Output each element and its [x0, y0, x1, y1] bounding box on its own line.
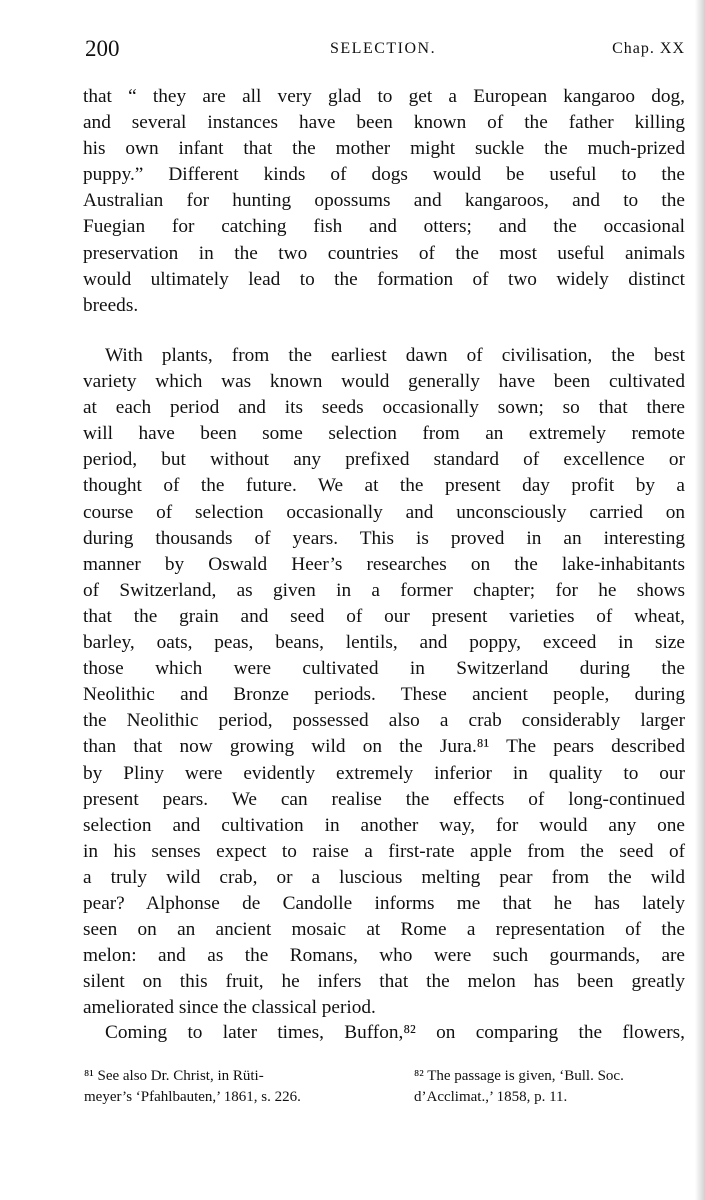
text-line: those which were cultivated in Switzerland during the: [83, 658, 685, 680]
text-line: a truly wild crab, or a luscious melting pear from the wild: [83, 866, 685, 888]
text-line: manner by Oswald Heer’s researches on the lake-inhabitants: [83, 553, 685, 575]
text-line: With plants, from the earliest dawn of civilisation, the best: [105, 345, 685, 366]
footnote-line: ⁸¹ See also Dr. Christ, in Rüti-: [84, 1068, 264, 1084]
text-line: preservation in the two countries of the most useful animals: [83, 242, 685, 264]
text-line: pear? Alphonse de Candolle informs me that he has lately: [83, 892, 685, 914]
text-line: will have been some selection from an extremely remote: [83, 423, 685, 445]
text-line: selection and cultivation in another way, for would any one: [83, 814, 685, 836]
page-number: 200: [85, 36, 120, 61]
text-line: his own infant that the mother might suckle the much-prized: [83, 138, 685, 160]
text-line: present pears. We can realise the effects of long-continued: [83, 788, 685, 810]
running-title: SELECTION.: [330, 40, 437, 57]
text-line: silent on this fruit, he infers that the melon has been greatly: [83, 971, 685, 993]
text-line: variety which was known would generally have been cultivated: [83, 371, 685, 393]
footnote-line: meyer’s ‘Pfahlbauten,’ 1861, s. 226.: [84, 1089, 301, 1105]
footnote-line: ⁸² The passage is given, ‘Bull. Soc.: [414, 1068, 624, 1084]
text-line: Coming to later times, Buffon,⁸² on comparing the flowers,: [105, 1022, 685, 1043]
page-edge-shadow: [695, 0, 705, 1200]
text-line: the Neolithic period, possessed also a crab considerably larger: [83, 710, 685, 732]
text-line: that “ they are all very glad to get a European kangaroo dog,: [83, 86, 685, 107]
text-line: melon: and as the Romans, who were such gourmands, are: [83, 945, 685, 967]
text-line: by Pliny were evidently extremely inferior in quality to our: [83, 762, 685, 784]
text-line: puppy.” Different kinds of dogs would be useful to the: [83, 164, 685, 186]
text-line: breeds.: [83, 294, 139, 316]
footnotes: [84, 1066, 686, 1116]
text-line: barley, oats, peas, beans, lentils, and poppy, exceed in size: [83, 632, 685, 654]
text-line: that the grain and seed of our present varieties of wheat,: [83, 605, 685, 627]
paragraph-later-times: [83, 1020, 685, 1046]
paragraph-continuation: [83, 84, 685, 319]
text-line: ameliorated since the classical period.: [83, 997, 376, 1019]
text-line: Australian for hunting opossums and kangaroos, and to the: [83, 190, 685, 212]
text-line: seen on an ancient mosaic at Rome a representation of the: [83, 919, 685, 941]
footnote-81: [84, 1066, 369, 1108]
text-line: during thousands of years. This is proved in an interesting: [83, 527, 685, 549]
footnote-82: [414, 1066, 686, 1108]
text-line: would ultimately lead to the formation of two widely distinct: [83, 268, 685, 290]
running-head: [85, 36, 685, 64]
text-line: than that now growing wild on the Jura.⁸¹ The pears described: [83, 736, 685, 758]
text-line: thought of the future. We at the present day profit by a: [83, 475, 685, 497]
text-line: Fuegian for catching fish and otters; and the occasional: [83, 216, 685, 238]
footnote-line: d’Acclimat.,’ 1858, p. 11.: [414, 1089, 568, 1105]
text-line: of Switzerland, as given in a former chapter; for he shows: [83, 579, 685, 601]
paragraph-plants: [83, 343, 685, 1021]
text-line: at each period and its seeds occasionally sown; so that there: [83, 397, 685, 419]
text-line: period, but without any prefixed standard of excellence or: [83, 449, 685, 471]
chapter-label: Chap. XX: [612, 40, 685, 57]
text-line: and several instances have been known of the father killing: [83, 112, 685, 134]
text-line: in his senses expect to raise a first-rate apple from the seed of: [83, 840, 685, 862]
text-line: Neolithic and Bronze periods. These ancient people, during: [83, 684, 685, 706]
text-line: course of selection occasionally and unconsciously carried on: [83, 501, 685, 523]
